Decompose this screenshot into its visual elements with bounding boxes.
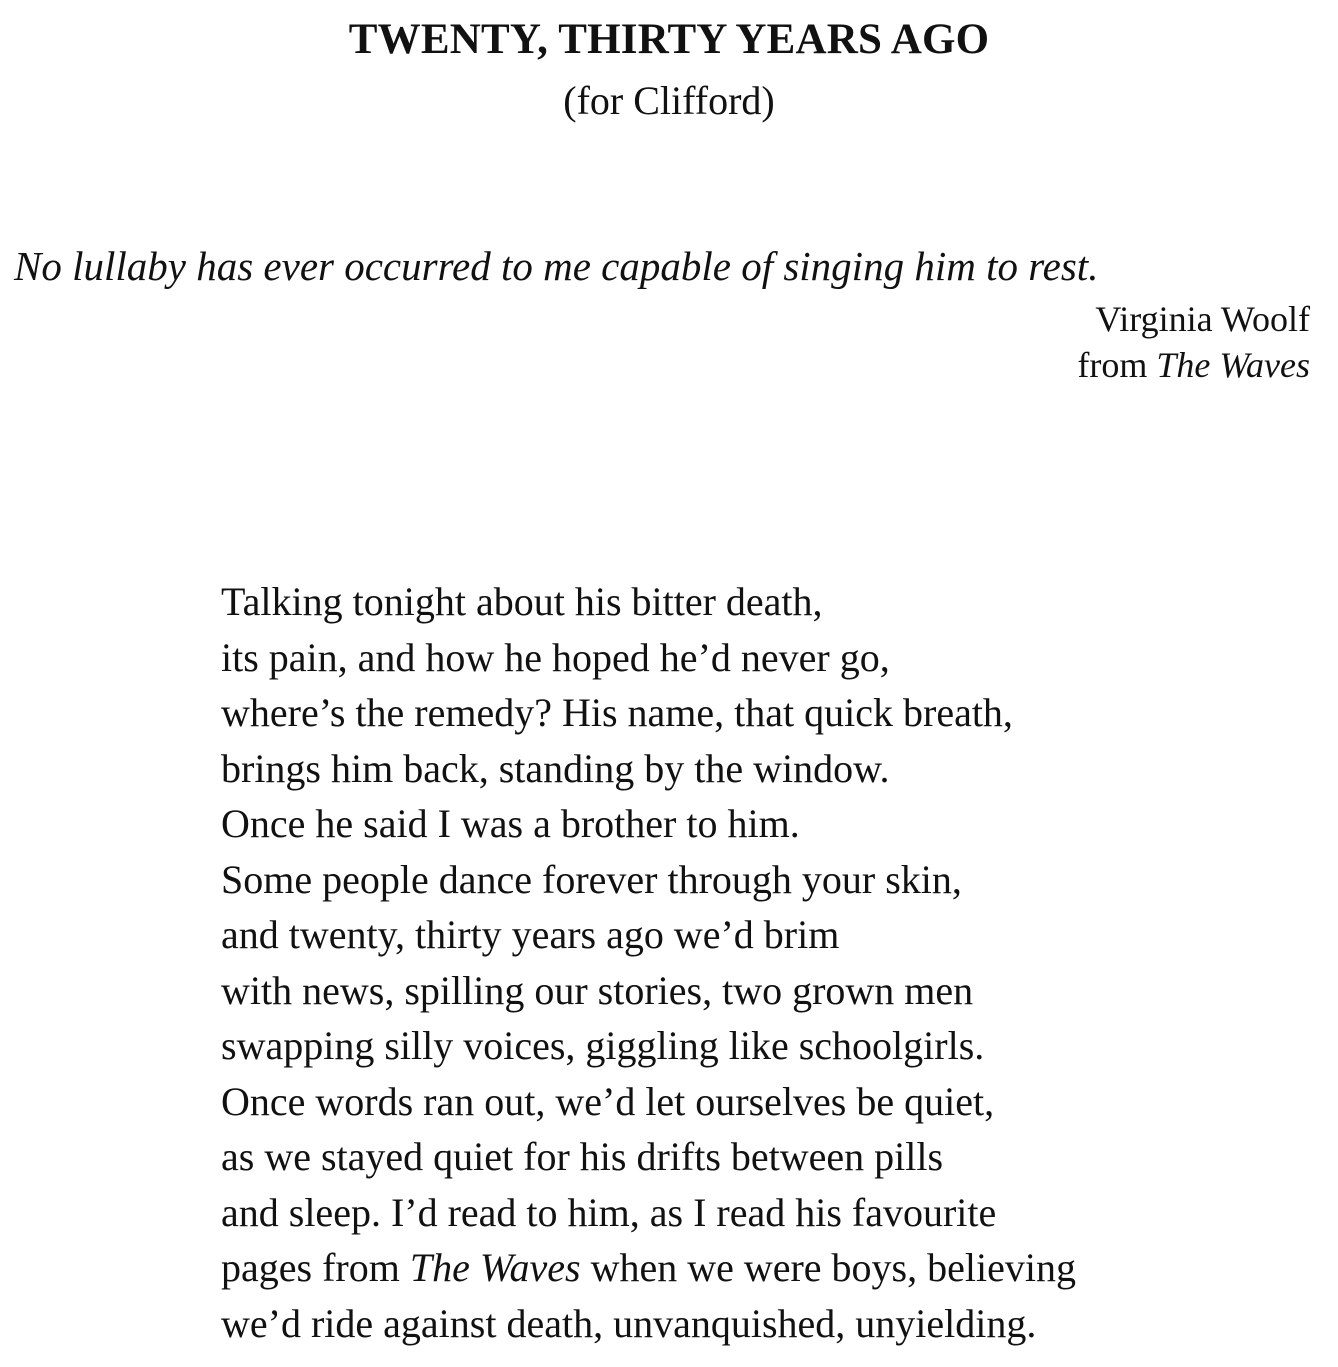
poem-line: and twenty, thirty years ago we’d brim — [221, 912, 840, 957]
poem-line-text: pages from — [221, 1245, 410, 1290]
poem-line: Talking tonight about his bitter death, — [221, 579, 823, 624]
poem-line: and sleep. I’d read to him, as I read his favourite — [221, 1189, 997, 1235]
poem-line — [221, 1240, 1076, 1296]
poem-line: we’d ride against death, unvanquished, unyielding. — [221, 1300, 1037, 1346]
epigraph-quote: No lullaby has ever occurred to me capable of singing him to rest. — [14, 243, 1099, 289]
poem-line: Some people dance forever through your skin, — [221, 856, 962, 902]
poem-line: Once words ran out, we’d let ourselves be quiet, — [221, 1078, 995, 1124]
poem-line: where’s the remedy? His name, that quick breath, — [221, 690, 1013, 735]
epigraph-source-work: The Waves — [1156, 345, 1310, 385]
epigraph-attribution — [1077, 296, 1310, 388]
poem-body — [221, 574, 1076, 1351]
poem-line: brings him back, standing by the window. — [221, 745, 890, 791]
epigraph-source — [1077, 342, 1310, 388]
poem-line: swapping silly voices, giggling like schoolgirls. — [221, 1023, 985, 1068]
poem-dedication: (for Clifford) — [563, 78, 775, 123]
poem-line-italic-title: The Waves — [409, 1245, 581, 1290]
poem-title: TWENTY, THIRTY YEARS AGO — [348, 16, 990, 63]
poem-line: Once he said I was a brother to him. — [221, 801, 800, 846]
epigraph-author: Virginia Woolf — [1095, 299, 1310, 339]
poem-line: with news, spilling our stories, two grown men — [221, 967, 974, 1013]
poem-line-text: when we were boys, believing — [580, 1245, 1076, 1290]
poem-line: its pain, and how he hoped he’d never go, — [221, 634, 890, 680]
poem-line: as we stayed quiet for his drifts between pills — [221, 1134, 944, 1179]
epigraph-source-prefix: from — [1077, 345, 1157, 385]
